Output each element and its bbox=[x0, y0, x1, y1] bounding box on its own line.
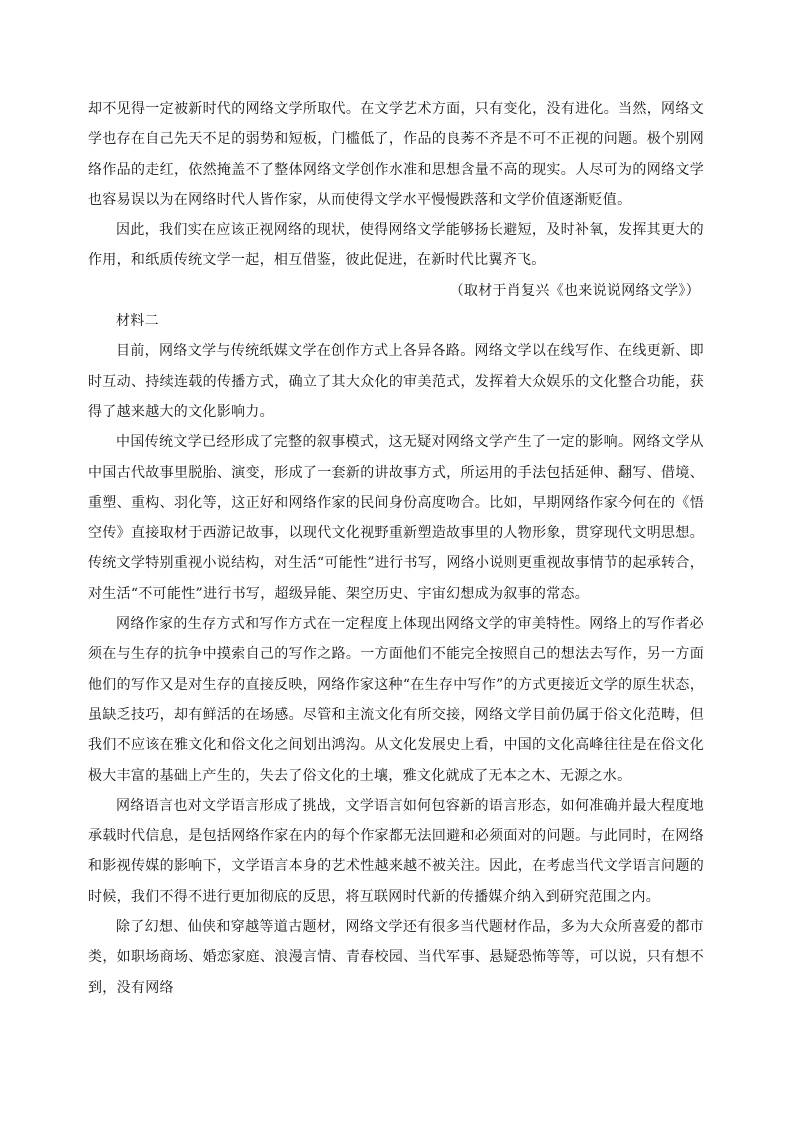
material2-heading: 材料二 bbox=[116, 313, 159, 330]
material1-source: （取材于肖复兴《也来说说网络文学》） bbox=[449, 282, 700, 299]
material1-paragraph-1: 却不见得一定被新时代的网络文学所取代。在文学艺术方面，只有变化，没有进化。当然，网络文学也存在自己先天不足的弱势和短板，门槛低了，作品的良莠不齐是不可不正视的问题。极个别网络作品的走红，依然掩盖不了整体网络文学创作水准和思想含量不高的现实。人尽可为的网络文学也容易误以为在网络时代人皆作家，从而使得文学水平慢慢跌落和文学价值逐渐贬值。 bbox=[88, 101, 704, 208]
material2-paragraph-4: 网络语言也对文学语言形成了挑战，文学语言如何包容新的语言形态，如何准确并最大程度地承载时代信息，是包括网络作家在内的每个作家都无法回避和必须面对的问题。与此同时，在网络和影视传媒的影响下，文学语言本身的艺术性越来越不被关注。因此，在考虑当代文学语言问题的时候，我们不得不进行更加彻底的反思，将互联网时代新的传播媒介纳入到研究范围之内。 bbox=[88, 797, 704, 905]
material2-paragraph-1: 目前，网络文学与传统纸媒文学在创作方式上各异各路。网络文学以在线写作、在线更新、即时互动、持续连载的传播方式，确立了其大众化的审美范式，发挥着大众娱乐的文化整合功能，获得了越来越大的文化影响力。 bbox=[88, 343, 704, 420]
material2-paragraph-2: 中国传统文学已经形成了完整的叙事模式，这无疑对网络文学产生了一定的影响。网络文学从中国古代故事里脱胎、演变，形成了一套新的讲故事方式，所运用的手法包括延伸、翻写、借境、重塑、重构、羽化等，这正好和网络作家的民间身份高度吻合。比如，早期网络作家今何在的《悟空传》直接取材于西游记故事，以现代文化视野重新塑造故事里的人物形象，贯穿现代文明思想。传统文学特别重视小说结构，对生活“可能性”进行书写，网络小说则更重视故事情节的起承转合，对生活“不可能性”进行书写，超级异能、架空历史、宇宙幻想成为叙事的常态。 bbox=[88, 434, 704, 602]
material1-paragraph-2: 因此，我们实在应该正视网络的现状，使得网络文学能够扬长避短，及时补氧，发挥其更大的作用，和纸质传统文学一起，相互借鉴，彼此促进，在新时代比翼齐飞。 bbox=[88, 222, 704, 269]
material2-paragraph-5: 除了幻想、仙侠和穿越等道古题材，网络文学还有很多当代题材作品，多为大众所喜爱的都市类，如职场商场、婚恋家庭、浪漫言情、青春校园、当代军事、悬疑恐怖等等，可以说，只有想不到，没有网络 bbox=[88, 919, 704, 996]
material2-paragraph-3: 网络作家的生存方式和写作方式在一定程度上体现出网络文学的审美特性。网络上的写作者必须在与生存的抗争中摸索自己的写作之路。一方面他们不能完全按照自己的想法去写作，另一方面他们的写作又是对生存的直接反映，网络作家这种“在生存中写作”的方式更接近文学的原生状态，虽缺乏技巧，却有鲜活的在场感。尽管和主流文化有所交接，网络文学目前仍属于俗文化范畴，但我们不应该在雅文化和俗文化之间划出鸿沟。从文化发展史上看，中国的文化高峰往往是在俗文化极大丰富的基础上产生的，失去了俗文化的土壤，雅文化就成了无本之木、无源之水。 bbox=[88, 616, 704, 784]
